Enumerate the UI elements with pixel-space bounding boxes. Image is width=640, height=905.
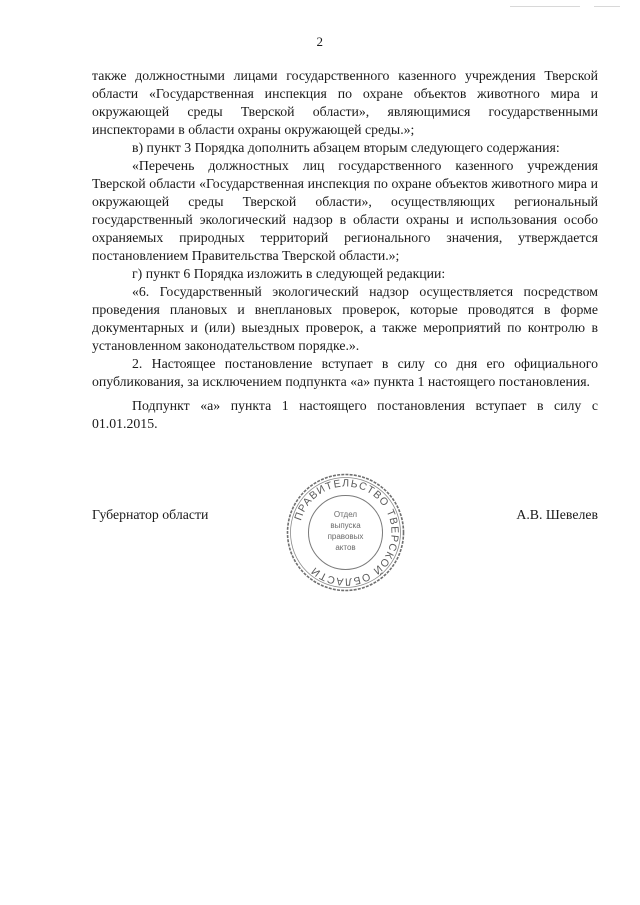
scan-artifact-line: [594, 6, 620, 7]
paragraph-effective-date: Подпункт «а» пункта 1 настоящего постановления вступает в силу с 01.01.2015.: [92, 398, 598, 431]
svg-text:Отдел: Отдел: [333, 510, 358, 519]
paragraph-item-v: в) пункт 3 Порядка дополнить абзацем вторым следующего содержания:: [132, 140, 560, 155]
svg-text:ПРАВИТЕЛЬСТВО ТВЕРСКОЙ ОБЛАСТИ: ПРАВИТЕЛЬСТВО ТВЕРСКОЙ ОБЛАСТИ: [292, 477, 401, 588]
document-body: [92, 67, 598, 433]
paragraph-continuation: также должностными лицами государственного казенного учреждения Тверской области «Государственная инспекция по охране объектов животного мира и окружающей среды Тверской области», являющимися государственными инспекторами в области охраны окружающей среды.»;: [92, 68, 598, 137]
svg-text:актов: актов: [335, 543, 356, 552]
paragraph-quote-item-6: «6. Государственный экологический надзор осуществляется посредством проведения плановых и внеплановых проверок, которые проводятся в форме документарных и (или) выездных проверок, а также мероприятий по контролю в установленном законодательством порядке.».: [92, 284, 598, 353]
signatory-name: А.В. Шевелев: [516, 507, 598, 522]
page-number: 2: [316, 34, 324, 49]
scan-artifact-line: [510, 6, 580, 7]
paragraph-clause-2: 2. Настоящее постановление вступает в силу со дня его официального опубликования, за исключением подпункта «а» пункта 1 настоящего постановления.: [92, 356, 598, 389]
svg-text:правовых: правовых: [327, 532, 364, 541]
official-seal: [283, 470, 408, 595]
paragraph-item-g: г) пункт 6 Порядка изложить в следующей редакции:: [132, 266, 446, 281]
signatory-title: Губернатор области: [92, 507, 209, 522]
paragraph-quote-list: «Перечень должностных лиц государственного казенного учреждения Тверской области «Государственная инспекция по охране объектов животного мира и окружающей среды Тверской области», осуществляющих региональный государственный экологический надзор в области охраны и использования особо охраняемых природных территорий регионального значения, утверждается постановлением Правительства Тверской области.»;: [92, 158, 598, 263]
svg-text:выпуска: выпуска: [330, 521, 361, 530]
